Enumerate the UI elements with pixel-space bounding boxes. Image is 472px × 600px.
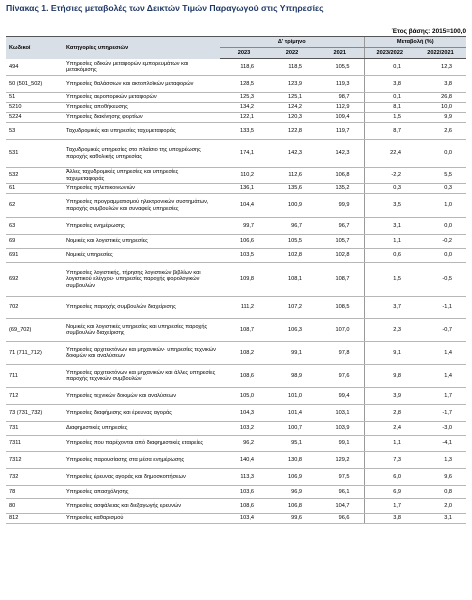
category-cell: Υπηρεσίες αεροπορικών μεταφορών bbox=[63, 93, 220, 103]
value-2022-cell: 100,7 bbox=[268, 422, 316, 436]
value-2022-cell: 142,3 bbox=[268, 140, 316, 168]
change-2023-2022-cell: 1,5 bbox=[364, 263, 415, 297]
value-2021-cell: 129,2 bbox=[316, 452, 364, 469]
price-index-table bbox=[6, 36, 466, 524]
change-2023-2022-cell: 22,4 bbox=[364, 140, 415, 168]
change-2023-2022-cell: 3,8 bbox=[364, 76, 415, 93]
code-cell: 80 bbox=[6, 499, 63, 514]
change-2022-2021-cell: 9,6 bbox=[415, 469, 466, 486]
category-header: Κατηγορίες υπηρεσιών bbox=[63, 37, 220, 59]
value-2023-cell: 134,2 bbox=[220, 103, 268, 113]
code-cell: 50 (501_502) bbox=[6, 76, 63, 93]
change-2022-2021-cell: 9,9 bbox=[415, 113, 466, 123]
change-2023-2022-cell: 0,1 bbox=[364, 93, 415, 103]
value-2021-cell: 106,8 bbox=[316, 168, 364, 184]
table-row bbox=[6, 168, 466, 184]
code-cell: 702 bbox=[6, 297, 63, 319]
table-row bbox=[6, 388, 466, 405]
table-body bbox=[6, 59, 466, 524]
category-cell: Υπηρεσίες οδικών μεταφορών εμπορευμάτων και μετακόμισης bbox=[63, 59, 220, 76]
table-row bbox=[6, 93, 466, 103]
table-row bbox=[6, 486, 466, 499]
year-2022-header: 2022 bbox=[268, 48, 316, 59]
code-cell: (69_702) bbox=[6, 319, 63, 342]
value-2021-cell: 96,1 bbox=[316, 486, 364, 499]
code-cell: 7312 bbox=[6, 452, 63, 469]
code-cell: 7311 bbox=[6, 436, 63, 452]
year-2023-header: 2023 bbox=[220, 48, 268, 59]
category-cell: Νομικές υπηρεσίες bbox=[63, 249, 220, 263]
change-2023-2022-cell: -2,2 bbox=[364, 168, 415, 184]
category-cell: Υπηρεσίες διαφήμισης και έρευνας αγοράς bbox=[63, 405, 220, 422]
table-row bbox=[6, 235, 466, 249]
code-cell: 78 bbox=[6, 486, 63, 499]
value-2021-cell: 108,7 bbox=[316, 263, 364, 297]
change-2022-2021-cell: -0,7 bbox=[415, 319, 466, 342]
change-2023-2022-cell: 2,3 bbox=[364, 319, 415, 342]
category-cell: Υπηρεσίες αρχιτεκτόνων και μηχανικών και άλλες υπηρεσίες παροχής τεχνικών συμβουλών bbox=[63, 365, 220, 388]
change-2023-2022-cell: 6,9 bbox=[364, 486, 415, 499]
value-2022-cell: 99,1 bbox=[268, 342, 316, 365]
change-2023-2022-cell: 3,7 bbox=[364, 297, 415, 319]
value-2022-cell: 106,3 bbox=[268, 319, 316, 342]
year-2021-header: 2021 bbox=[316, 48, 364, 59]
change-2022-2021-cell: -0,2 bbox=[415, 235, 466, 249]
table-row bbox=[6, 405, 466, 422]
change-2023-2022-cell: 0,3 bbox=[364, 184, 415, 194]
change-2022-2021-cell: -4,1 bbox=[415, 436, 466, 452]
base-year-note: Έτος βάσης: 2015=100,0 bbox=[391, 28, 466, 35]
table-row bbox=[6, 194, 466, 218]
value-2022-cell: 105,5 bbox=[268, 235, 316, 249]
change-2022-2021-cell: 1,0 bbox=[415, 194, 466, 218]
change-2022-2021-cell: 5,5 bbox=[415, 168, 466, 184]
value-2023-cell: 133,5 bbox=[220, 123, 268, 140]
table-row bbox=[6, 319, 466, 342]
table-row bbox=[6, 469, 466, 486]
table-row bbox=[6, 452, 466, 469]
value-2023-cell: 103,2 bbox=[220, 422, 268, 436]
category-cell: Υπηρεσίες λογιστικής, τήρησης λογιστικών βιβλίων και λογιστικού ελέγχου· υπηρεσίες παροχής φορολογικών συμβουλών bbox=[63, 263, 220, 297]
value-2022-cell: 95,1 bbox=[268, 436, 316, 452]
value-2021-cell: 103,1 bbox=[316, 405, 364, 422]
value-2022-cell: 101,4 bbox=[268, 405, 316, 422]
change-2023-2022-cell: 1,5 bbox=[364, 113, 415, 123]
table-row bbox=[6, 113, 466, 123]
change-2023-2022-cell: 1,7 bbox=[364, 499, 415, 514]
value-2022-cell: 100,9 bbox=[268, 194, 316, 218]
code-cell: 692 bbox=[6, 263, 63, 297]
value-2023-cell: 105,0 bbox=[220, 388, 268, 405]
value-2021-cell: 99,9 bbox=[316, 194, 364, 218]
table-row bbox=[6, 422, 466, 436]
change-2022-2021-cell: 0,0 bbox=[415, 140, 466, 168]
value-2023-cell: 108,6 bbox=[220, 365, 268, 388]
value-2022-cell: 98,9 bbox=[268, 365, 316, 388]
value-2022-cell: 125,1 bbox=[268, 93, 316, 103]
value-2021-cell: 99,4 bbox=[316, 388, 364, 405]
change-2023-2022-cell: 8,7 bbox=[364, 123, 415, 140]
change-2023-2022-cell: 6,0 bbox=[364, 469, 415, 486]
table-row bbox=[6, 365, 466, 388]
value-2022-cell: 123,9 bbox=[268, 76, 316, 93]
value-2023-cell: 128,5 bbox=[220, 76, 268, 93]
change-2023-2022-cell: 3,5 bbox=[364, 194, 415, 218]
value-2022-cell: 118,5 bbox=[268, 59, 316, 76]
value-2022-cell: 135,6 bbox=[268, 184, 316, 194]
value-2023-cell: 104,3 bbox=[220, 405, 268, 422]
value-2021-cell: 96,7 bbox=[316, 218, 364, 235]
table-row bbox=[6, 218, 466, 235]
value-2023-cell: 96,2 bbox=[220, 436, 268, 452]
table-row bbox=[6, 499, 466, 514]
change-2023-2022-cell: 9,1 bbox=[364, 342, 415, 365]
table-row bbox=[6, 123, 466, 140]
table-row bbox=[6, 103, 466, 113]
value-2023-cell: 110,2 bbox=[220, 168, 268, 184]
value-2021-cell: 109,4 bbox=[316, 113, 364, 123]
value-2022-cell: 107,2 bbox=[268, 297, 316, 319]
value-2023-cell: 108,7 bbox=[220, 319, 268, 342]
value-2022-cell: 120,3 bbox=[268, 113, 316, 123]
value-2023-cell: 99,7 bbox=[220, 218, 268, 235]
change-2022-2021-cell: -0,5 bbox=[415, 263, 466, 297]
value-2023-cell: 174,1 bbox=[220, 140, 268, 168]
change-2022-2021-cell: 1,4 bbox=[415, 365, 466, 388]
change-2022-2021-cell: -1,7 bbox=[415, 405, 466, 422]
code-cell: 53 bbox=[6, 123, 63, 140]
table-row bbox=[6, 436, 466, 452]
category-cell: Υπηρεσίες ενημέρωσης bbox=[63, 218, 220, 235]
value-2022-cell: 106,9 bbox=[268, 469, 316, 486]
value-2022-cell: 124,2 bbox=[268, 103, 316, 113]
table-row bbox=[6, 140, 466, 168]
code-cell: 61 bbox=[6, 184, 63, 194]
code-cell: 5210 bbox=[6, 103, 63, 113]
change-2023-2022-header: 2023/2022 bbox=[364, 48, 415, 59]
value-2023-cell: 103,4 bbox=[220, 514, 268, 524]
change-2022-2021-cell: -3,0 bbox=[415, 422, 466, 436]
code-cell: 712 bbox=[6, 388, 63, 405]
table-row bbox=[6, 76, 466, 93]
value-2022-cell: 122,8 bbox=[268, 123, 316, 140]
change-2023-2022-cell: 3,9 bbox=[364, 388, 415, 405]
value-2021-cell: 97,5 bbox=[316, 469, 364, 486]
value-2021-cell: 105,7 bbox=[316, 235, 364, 249]
change-2022-2021-cell: 0,3 bbox=[415, 184, 466, 194]
category-cell: Διαφημιστικές υπηρεσίες bbox=[63, 422, 220, 436]
value-2023-cell: 118,6 bbox=[220, 59, 268, 76]
code-cell: 711 bbox=[6, 365, 63, 388]
category-cell: Άλλες ταχυδρομικές υπηρεσίες και υπηρεσίες ταχυμεταφοράς bbox=[63, 168, 220, 184]
value-2023-cell: 111,2 bbox=[220, 297, 268, 319]
change-2023-2022-cell: 3,8 bbox=[364, 514, 415, 524]
table-header bbox=[6, 37, 466, 59]
code-cell: 732 bbox=[6, 469, 63, 486]
value-2021-cell: 96,6 bbox=[316, 514, 364, 524]
value-2023-cell: 122,1 bbox=[220, 113, 268, 123]
value-2023-cell: 140,4 bbox=[220, 452, 268, 469]
code-cell: 531 bbox=[6, 140, 63, 168]
category-cell: Υπηρεσίες ασφάλειας και διεξαγωγής ερευνών bbox=[63, 499, 220, 514]
change-2022-2021-cell: 1,7 bbox=[415, 388, 466, 405]
value-2021-cell: 119,3 bbox=[316, 76, 364, 93]
category-cell: Υπηρεσίες τεχνικών δοκιμών και αναλύσεων bbox=[63, 388, 220, 405]
value-2021-cell: 105,5 bbox=[316, 59, 364, 76]
change-2023-2022-cell: 2,8 bbox=[364, 405, 415, 422]
value-2022-cell: 106,8 bbox=[268, 499, 316, 514]
category-cell: Υπηρεσίες καθαρισμού bbox=[63, 514, 220, 524]
code-cell: 532 bbox=[6, 168, 63, 184]
value-2023-cell: 106,6 bbox=[220, 235, 268, 249]
change-2022-2021-cell: 1,3 bbox=[415, 452, 466, 469]
table-title: Πίνακας 1. Ετήσιες μεταβολές των Δεικτών Τιμών Παραγωγού στις Υπηρεσίες bbox=[6, 3, 324, 13]
value-2022-cell: 101,0 bbox=[268, 388, 316, 405]
code-cell: 5224 bbox=[6, 113, 63, 123]
change-2022-2021-cell: 0,0 bbox=[415, 249, 466, 263]
code-cell: 731 bbox=[6, 422, 63, 436]
value-2021-cell: 107,0 bbox=[316, 319, 364, 342]
code-cell: 494 bbox=[6, 59, 63, 76]
value-2021-cell: 99,1 bbox=[316, 436, 364, 452]
value-2022-cell: 96,7 bbox=[268, 218, 316, 235]
value-2021-cell: 98,7 bbox=[316, 93, 364, 103]
value-2021-cell: 97,6 bbox=[316, 365, 364, 388]
table-row bbox=[6, 249, 466, 263]
category-cell: Υπηρεσίες αρχιτεκτόνων και μηχανικών· υπηρεσίες τεχνικών δοκιμών και αναλύσεων bbox=[63, 342, 220, 365]
value-2023-cell: 108,2 bbox=[220, 342, 268, 365]
change-2022-2021-cell: 12,3 bbox=[415, 59, 466, 76]
code-cell: 63 bbox=[6, 218, 63, 235]
value-2023-cell: 136,1 bbox=[220, 184, 268, 194]
value-2023-cell: 109,8 bbox=[220, 263, 268, 297]
change-2022-2021-cell: 0,8 bbox=[415, 486, 466, 499]
category-cell: Ταχυδρομικές υπηρεσίες στο πλαίσιο της υποχρέωσης παροχής καθολικής υπηρεσίας bbox=[63, 140, 220, 168]
value-2021-cell: 119,7 bbox=[316, 123, 364, 140]
value-2021-cell: 102,8 bbox=[316, 249, 364, 263]
value-2022-cell: 102,8 bbox=[268, 249, 316, 263]
category-cell: Υπηρεσίες έρευνας αγοράς και δημοσκοπήσεων bbox=[63, 469, 220, 486]
table-row bbox=[6, 342, 466, 365]
value-2022-cell: 96,9 bbox=[268, 486, 316, 499]
change-2022-2021-cell: -1,1 bbox=[415, 297, 466, 319]
change-2022-2021-cell: 10,0 bbox=[415, 103, 466, 113]
value-2021-cell: 97,8 bbox=[316, 342, 364, 365]
value-2021-cell: 112,9 bbox=[316, 103, 364, 113]
value-2021-cell: 142,3 bbox=[316, 140, 364, 168]
change-2022-2021-cell: 1,4 bbox=[415, 342, 466, 365]
category-cell: Υπηρεσίες αποθήκευσης bbox=[63, 103, 220, 113]
value-2022-cell: 112,6 bbox=[268, 168, 316, 184]
change-2023-2022-cell: 7,3 bbox=[364, 452, 415, 469]
change-2023-2022-cell: 2,4 bbox=[364, 422, 415, 436]
category-cell: Υπηρεσίες θαλάσσιων και ακτοπλοϊκών μεταφορών bbox=[63, 76, 220, 93]
category-cell: Υπηρεσίες που παρέχονται από διαφημιστικές εταιρείες bbox=[63, 436, 220, 452]
code-cell: 691 bbox=[6, 249, 63, 263]
change-header: Μεταβολή (%) bbox=[364, 37, 466, 48]
value-2023-cell: 125,3 bbox=[220, 93, 268, 103]
code-cell: 62 bbox=[6, 194, 63, 218]
value-2021-cell: 103,9 bbox=[316, 422, 364, 436]
table-row bbox=[6, 297, 466, 319]
change-2022-2021-cell: 26,8 bbox=[415, 93, 466, 103]
code-header: Κωδικοί bbox=[6, 37, 63, 59]
category-cell: Υπηρεσίες παροχής συμβουλών διαχείρισης bbox=[63, 297, 220, 319]
code-cell: 51 bbox=[6, 93, 63, 103]
change-2022-2021-cell: 3,8 bbox=[415, 76, 466, 93]
change-2023-2022-cell: 8,1 bbox=[364, 103, 415, 113]
change-2023-2022-cell: 1,1 bbox=[364, 235, 415, 249]
category-cell: Υπηρεσίες παρουσίασης στα μέσα ενημέρωσης bbox=[63, 452, 220, 469]
table-row bbox=[6, 184, 466, 194]
value-2022-cell: 108,1 bbox=[268, 263, 316, 297]
value-2023-cell: 104,4 bbox=[220, 194, 268, 218]
value-2022-cell: 99,6 bbox=[268, 514, 316, 524]
change-2023-2022-cell: 0,1 bbox=[364, 59, 415, 76]
value-2021-cell: 135,2 bbox=[316, 184, 364, 194]
code-cell: 73 (731_732) bbox=[6, 405, 63, 422]
value-2023-cell: 108,6 bbox=[220, 499, 268, 514]
code-cell: 71 (711_712) bbox=[6, 342, 63, 365]
category-cell: Υπηρεσίες απασχόλησης bbox=[63, 486, 220, 499]
change-2022-2021-cell: 0,0 bbox=[415, 218, 466, 235]
change-2022-2021-cell: 2,0 bbox=[415, 499, 466, 514]
value-2023-cell: 113,3 bbox=[220, 469, 268, 486]
change-2022-2021-cell: 3,1 bbox=[415, 514, 466, 524]
category-cell: Υπηρεσίες προγραμματισμού ηλεκτρονικών συστημάτων, παροχής συμβουλών και συναφείς υπηρεσίες bbox=[63, 194, 220, 218]
category-cell: Ταχυδρομικές και υπηρεσίες ταχυμεταφοράς bbox=[63, 123, 220, 140]
category-cell: Νομικές και λογιστικές υπηρεσίες και υπηρεσίες παροχής συμβουλών διαχείρισης bbox=[63, 319, 220, 342]
code-cell: 69 bbox=[6, 235, 63, 249]
table-row bbox=[6, 514, 466, 524]
quarter-header: Δ' τρίμηνο bbox=[220, 37, 364, 48]
value-2023-cell: 103,5 bbox=[220, 249, 268, 263]
value-2023-cell: 103,6 bbox=[220, 486, 268, 499]
change-2022-2021-cell: 2,6 bbox=[415, 123, 466, 140]
code-cell: 812 bbox=[6, 514, 63, 524]
category-cell: Υπηρεσίες διακίνησης φορτίων bbox=[63, 113, 220, 123]
value-2021-cell: 108,5 bbox=[316, 297, 364, 319]
change-2022-2021-header: 2022/2021 bbox=[415, 48, 466, 59]
category-cell: Νομικές και λογιστικές υπηρεσίες bbox=[63, 235, 220, 249]
table-row bbox=[6, 263, 466, 297]
category-cell: Υπηρεσίες τηλεπικοινωνιών bbox=[63, 184, 220, 194]
change-2023-2022-cell: 1,1 bbox=[364, 436, 415, 452]
change-2023-2022-cell: 0,6 bbox=[364, 249, 415, 263]
table-row bbox=[6, 59, 466, 76]
value-2022-cell: 130,8 bbox=[268, 452, 316, 469]
change-2023-2022-cell: 9,8 bbox=[364, 365, 415, 388]
change-2023-2022-cell: 3,1 bbox=[364, 218, 415, 235]
value-2021-cell: 104,7 bbox=[316, 499, 364, 514]
